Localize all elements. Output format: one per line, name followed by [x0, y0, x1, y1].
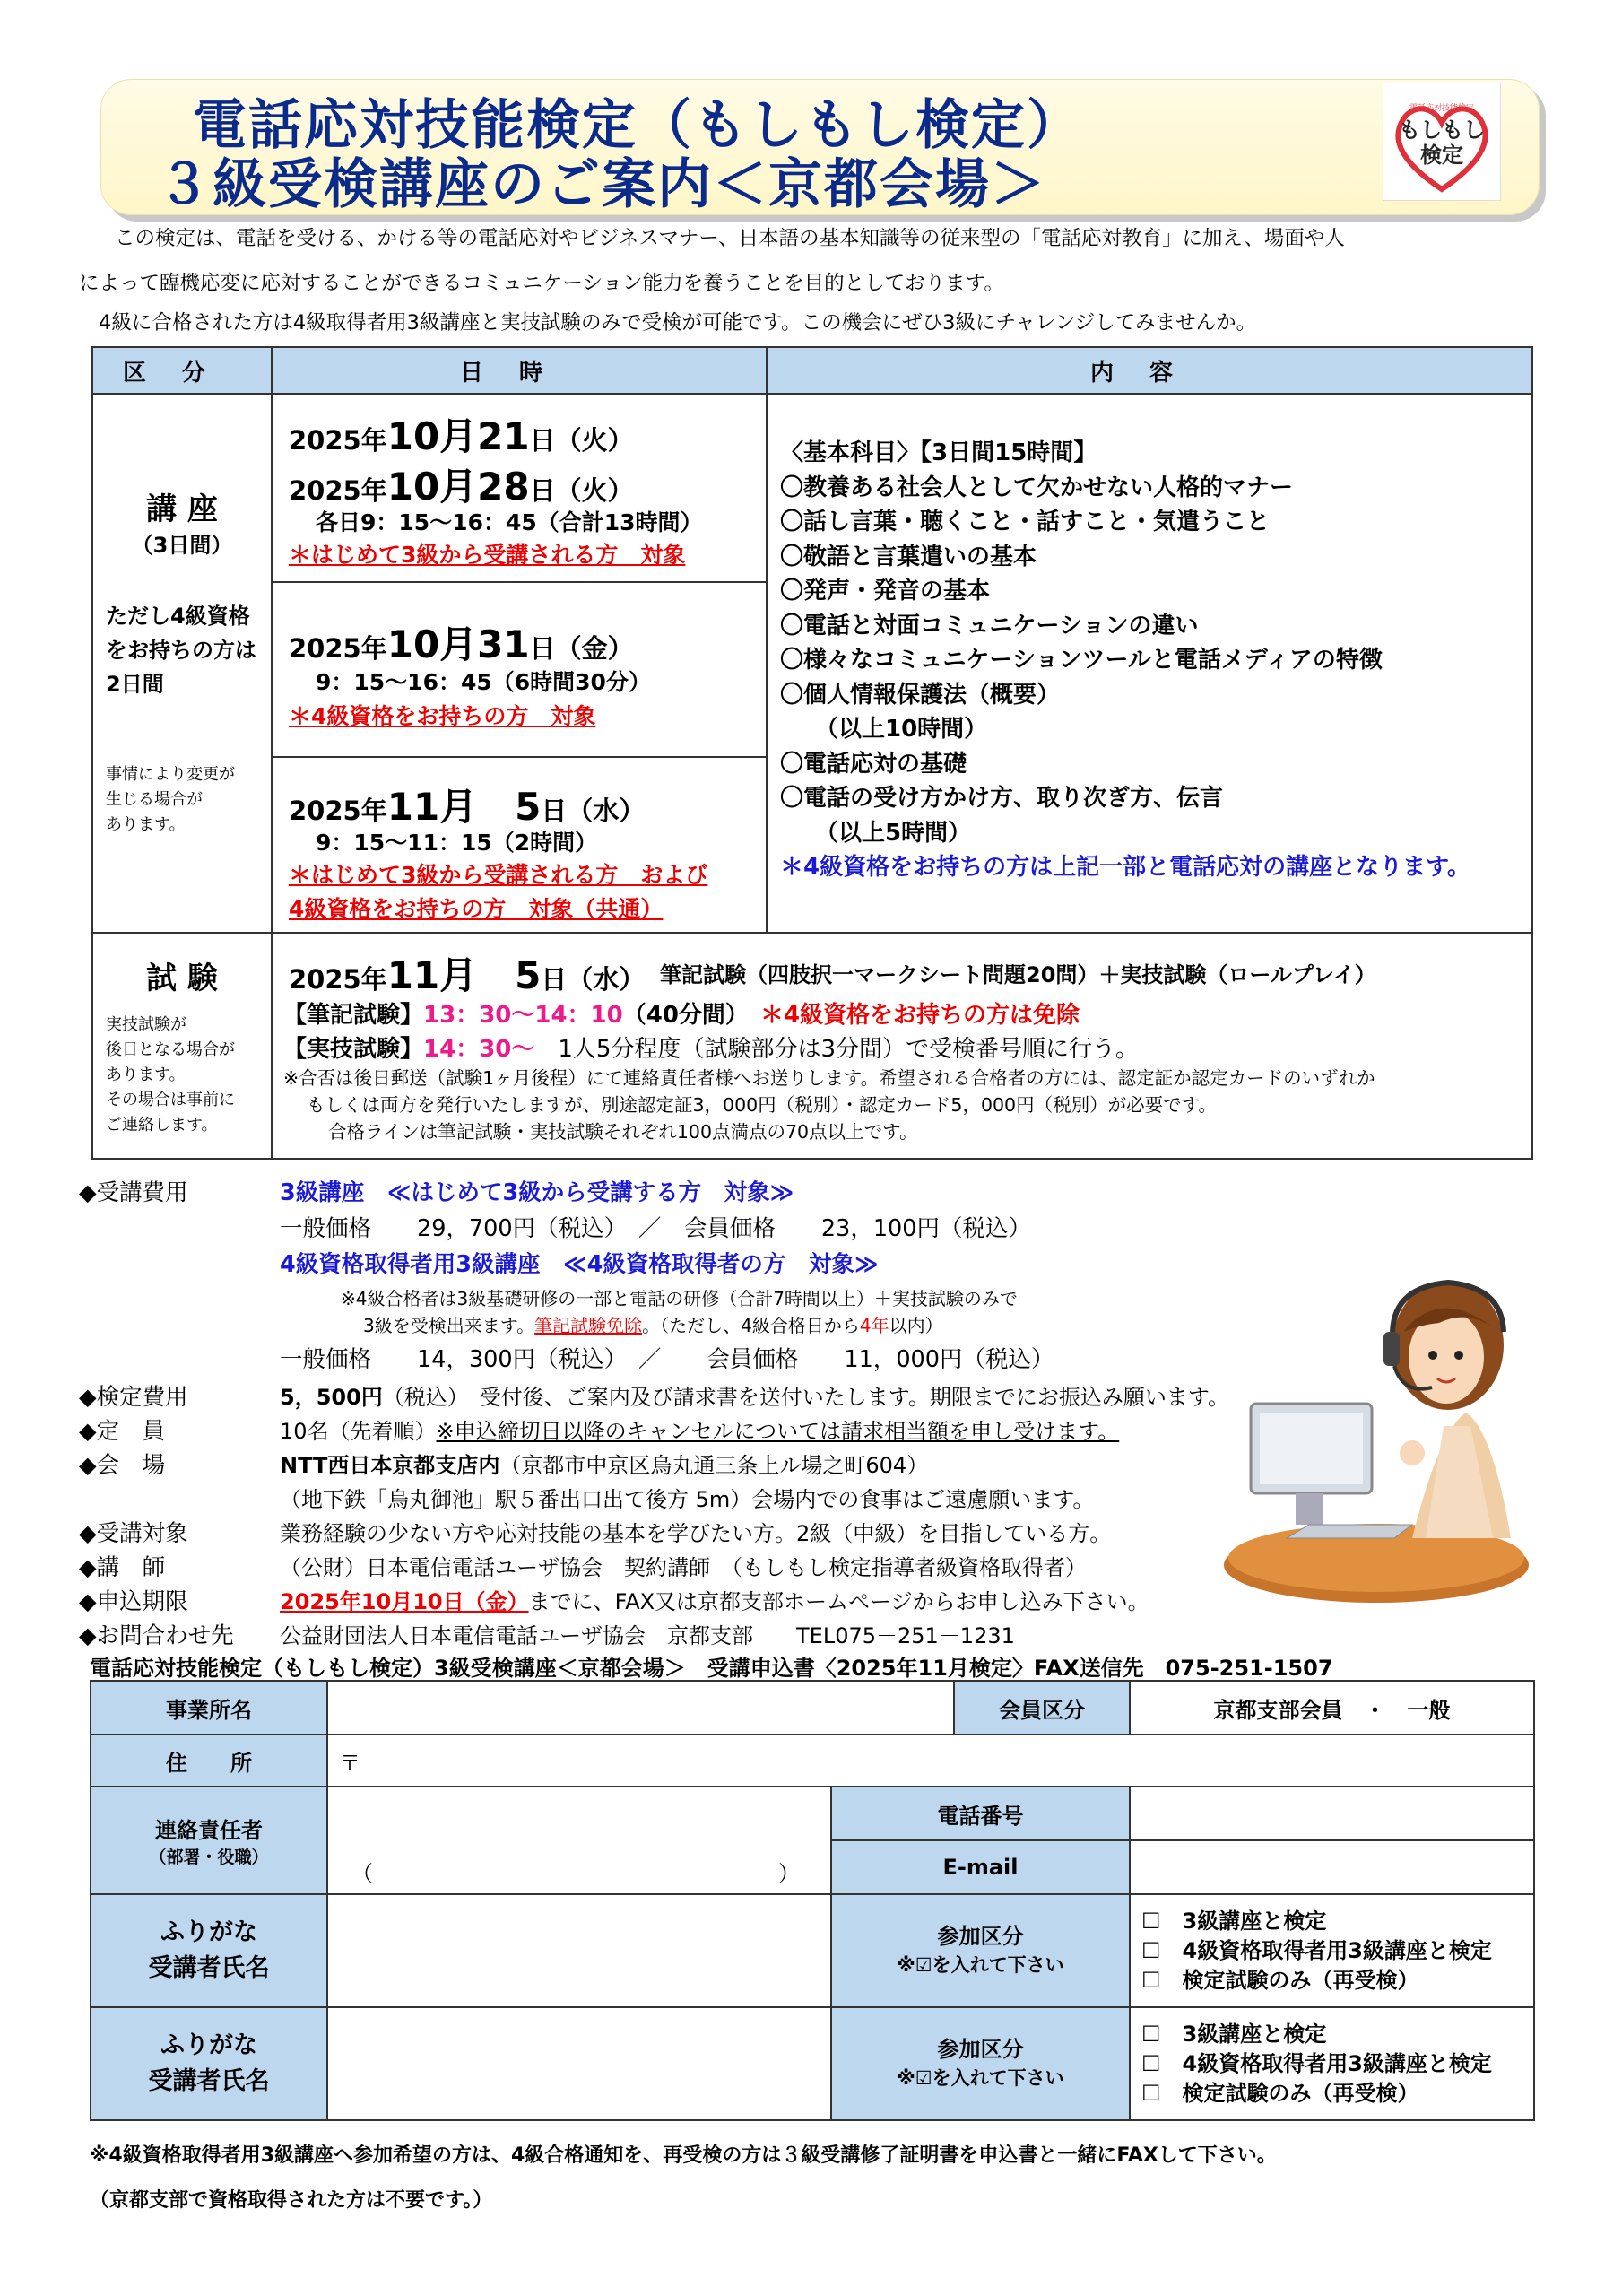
- course-change-note: 事情により変更が 生じる場合が あります。: [106, 765, 235, 834]
- attendee-name-field-2[interactable]: [327, 2007, 831, 2120]
- participation-options-2[interactable]: ☐ 3級講座と検定 ☐ 4級資格取得者用3級講座と検定 ☐ 検定試験のみ（再受検）: [1130, 2007, 1534, 2120]
- attendee-name-field-1[interactable]: [327, 1894, 831, 2007]
- form-footer-note2: （京都支部で資格取得された方は不要です。）: [90, 2189, 493, 2212]
- phone-field[interactable]: [1130, 1787, 1534, 1840]
- operator-illustration: [1224, 1269, 1529, 1619]
- exam-label: 試 験: [146, 961, 218, 996]
- course-content-list: 〈基本科目〉【3日間15時間】 〇教養ある社会人として欠かせない人格的マナー 〇話し言葉・聴くこと・話すこと・気遣うこと 〇敬語と言葉遣いの基本 〇発声・発音の基本 〇電話と対面コミュニケーションの違い 〇様々なコミュニケーションツールと電話メディアの特徴 〇個人情報保護法（概要） （以上10時間） 〇電話応対の基礎 〇電話の受け方かけ方、取り次ぎ方、伝言 （以上5時間） ＊4級資格をお持ちの方は上記一部と電話応対の講座となります。: [780, 439, 1471, 881]
- page-title-line2: ３級受検講座のご案内＜京都会場＞: [157, 153, 1046, 216]
- fee-course4-title: 4級資格取得者用3級講座 ≪4級資格取得者の方 対象≫: [280, 1251, 879, 1278]
- intro-p1a: この検定は、電話を受ける、かける等の電話応対やビジネスマナー、日本語の基本知識等の従来型の「電話応対教育」に加え、場面や人: [115, 227, 1345, 250]
- header-content: 内容: [767, 347, 1532, 394]
- intro-p2: 4級に合格された方は4級取得者用3級講座と実技試験のみで受検が可能です。この機会にぜひ3級にチャレンジしてみませんか。: [99, 311, 1257, 335]
- page-title-line1: 電話応対技能検定（もしもし検定）: [193, 94, 1082, 157]
- exam-detail-cell: 2025年11月 5日（水） 筆記試験（四肢択一マークシート問題20問）＋実技試験（ロールプレイ） 【筆記試験】13：30～14：10（40分間） ＊4級資格をお持ちの方は免除 【実技試験】14：30～ 1人5分程度（試験部分は3分間）で受検番号順に行う。 ※合否は後日郵送（試験1ヶ月後程）にて連絡責任者様へお送りします。希望される合格者の方には、認定証か認定カードのいずれか もしくは両方を発行いたしますが、別途認定証3，000円（税別）・認定カード5，000円（税別）が必要です。 合格ラインは筆記試験・実技試験それぞれ100点満点の70点以上です。: [272, 933, 1532, 1159]
- contact-person-field[interactable]: （ ）: [327, 1787, 831, 1894]
- exam-note: 実技試験が 後日となる場合が あります。 その場合は事前に ご連絡します。: [106, 1015, 235, 1135]
- fee-course3-title: 3級講座 ≪はじめて3級から受講する方 対象≫: [280, 1179, 794, 1206]
- course-label: 講 座: [146, 491, 218, 527]
- moshimoshi-logo: 電話応対技能検定 もしもし検定: [1383, 83, 1501, 201]
- course-dates-1: 2025年10月21日（火） 2025年10月28日（火） 各日9：15～16：45（合計13時間） ＊はじめて3級から受講される方 対象: [272, 394, 767, 582]
- application-form: 事業所名 会員区分 京都支部会員 ・ 一般 住 所 〒 連絡責任者 （部署・役職） （ ） 電話番号 E-mail ふりがな 受講者氏名 参加区分 ※☑を入れて下さい ☐ 3級講座と検定 ☐ 4級資格取得者用3級講座と検定 ☐ 検定試験のみ（再受検） ふりがな 受講者氏名 参加区分 ※☑を入れて下さい ☐ 3級講座と検定 ☐ 4級資格取得者用3級講座と検定 ☐ 検定試験のみ（再受検）: [90, 1680, 1535, 2121]
- fee-course3-price: 一般価格 29，700円（税込） ／ 会員価格 23，100円（税込）: [280, 1215, 1031, 1242]
- course-dates-2: 2025年10月31日（金） 9：15～16：45（6時間30分） ＊4級資格をお持ちの方 対象: [272, 582, 767, 757]
- form-title: 電話応対技能検定（もしもし検定）3級受検講座＜京都会場＞ 受講申込書〈2025年11月検定〉FAX送信先 075-251-1507: [90, 1656, 1333, 1681]
- exam-category-cell: [92, 933, 272, 1159]
- schedule-table: [91, 346, 1533, 1160]
- header-category: 区分: [92, 347, 272, 394]
- address-field[interactable]: 〒: [327, 1735, 1534, 1787]
- course-note: ただし4級資格 をお持ちの方は 2日間: [106, 604, 256, 697]
- office-name-field[interactable]: [327, 1681, 954, 1735]
- logo-text: もしもし検定: [1399, 117, 1485, 168]
- participation-options-1[interactable]: ☐ 3級講座と検定 ☐ 4級資格取得者用3級講座と検定 ☐ 検定試験のみ（再受検）: [1130, 1894, 1534, 2007]
- course-category-cell: 講 座 （3日間） ただし4級資格 をお持ちの方は 2日間 事情により変更が 生じる場合が あります。: [92, 394, 272, 933]
- member-category-field[interactable]: 京都支部会員 ・ 一般: [1130, 1681, 1534, 1735]
- course-dates-3: 2025年11月 5日（水） 9：15～11：15（2時間） ＊はじめて3級から受講される方 および 4級資格をお持ちの方 対象（共通）: [272, 757, 767, 933]
- header-datetime: 日時: [272, 347, 767, 394]
- email-field[interactable]: [1130, 1840, 1534, 1894]
- fee-course4-price: 一般価格 14，300円（税込） ／ 会員価格 11，000円（税込）: [280, 1346, 1054, 1373]
- course-content-cell: [767, 394, 1532, 933]
- exam-result-note: ※合否は後日郵送（試験1ヶ月後程）にて連絡責任者様へお送りします。希望される合格者の方には、認定証か認定カードのいずれか もしくは両方を発行いたしますが、別途認定証3，000円（税別）・認定カード5，000円（税別）が必要です。 合格ラインは筆記試験・実技試験それぞれ100点満点の70点以上です。: [283, 1067, 1375, 1143]
- intro-p1b: によって臨機応変に応対することができるコミュニケーション能力を養うことを目的としております。: [79, 272, 1004, 295]
- form-footer-note: ※4級資格取得者用3級講座へ参加希望の方は、4級合格通知を、再受検の方は３級受講修了証明書を申込書と一緒にFAXして下さい。: [90, 2144, 1277, 2167]
